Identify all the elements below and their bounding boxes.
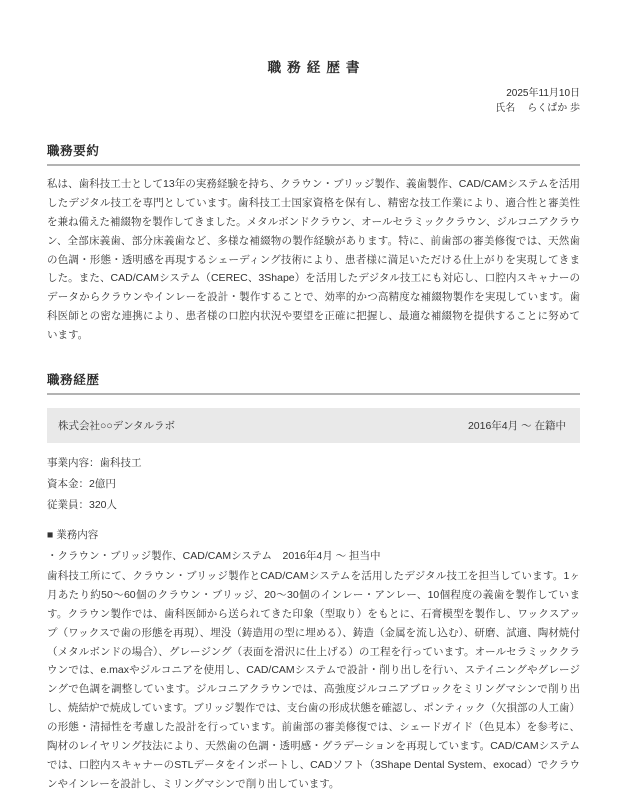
document-meta [47, 86, 580, 116]
history-section [47, 370, 580, 794]
duties-block [47, 527, 580, 794]
company-name: 株式会社○○デンタルラボ [58, 420, 176, 433]
duties-role-line: ・クラウン・ブリッジ製作、CAD/CAMシステム 2016年4月 ～ 担当中 [47, 550, 381, 563]
company-employees-line: 従業員：320人 [47, 499, 118, 512]
document-title: 職務経歴書 [267, 60, 366, 75]
company-business-line: 事業内容：歯科技工 [47, 457, 142, 470]
duties-paragraph: 歯科技工所にて、クラウン・ブリッジ製作とCAD/CAMシステムを活用したデジタル技工を担当しています。1ヶ月あたり約50～60個のクラウン・ブリッジ、20～30個のインレー・アンレー、10個程度の義歯を製作しています。クラウン製作では、歯科医師から送られてきた印象（型取り）をもとに、石膏模型を製作し、ワックスアップ（ワックスで歯の形態を再現）、埋没（鋳造用の型に埋める）、鋳造（金属を流し込む）、研磨、試適、陶材焼付（メタルボンドの場合）、グレージング（表面を滑沢に仕上げる）の工程を行っています。オールセラミッククラウンでは、e.maxやジルコニアを使用し、CAD/CAMシステムで設計・削り出しを行い、ステイニングやグレージングで色調を調整しています。ジルコニアクラウンでは、高強度ジルコニアブロックをミリングマシンで削り出し、焼結炉で焼成しています。ブリッジ製作では、支台歯の形成状態を確認し、ポンティック（欠損部の人工歯）の形態・清掃性を考慮した設計を行っています。前歯部の審美修復では、シェードガイド（色見本）を参考に、陶材のレイヤリング技法により、天然歯の色調・透明感・グラデーションを再現しています。CAD/CAMシステムでは、口腔内スキャナーのSTLデータをインポートし、CADソフト（3Shape Dental System、exocad）でクラウンやインレーを設計し、ミリングマシンで削り出しています。 [47, 570, 580, 790]
company-capital-line: 資本金：2億円 [47, 478, 116, 491]
name-label: 氏名 [495, 103, 516, 114]
document-date: 2025年11月10日 [506, 88, 580, 99]
summary-section [47, 141, 580, 345]
applicant-name-row [47, 101, 580, 116]
history-heading: 職務経歴 [47, 370, 580, 395]
company-bar [47, 408, 580, 443]
summary-heading: 職務要約 [47, 141, 580, 166]
duties-heading: ■ 業務内容 [47, 529, 99, 542]
company-info [47, 453, 580, 516]
summary-paragraph: 私は、歯科技工士として13年の実務経験を持ち、クラウン・ブリッジ製作、義歯製作、CAD/CAMシステムを活用したデジタル技工を専門としています。歯科技工士国家資格を保有し、精密な技工作業により、適合性と審美性を兼ね備えた補綴物を製作してきました。メタルボンドクラウン、オールセラミッククラウン、ジルコニアクラウン、全部床義歯、部分床義歯など、多様な補綴物の製作経験があります。特に、前歯部の審美修復では、天然歯の色調・形態・透明感を再現するシェーディング技術により、患者様に満足いただける仕上がりを実現してきました。また、CAD/CAMシステム（CEREC、3Shape）を活用したデジタル技工にも対応し、口腔内スキャナーのデータからクラウンやインレーを設計・製作することで、効率的かつ高精度な補綴物製作を実現しています。歯科医師との密な連携により、患者様の口腔内状況や要望を正確に把握し、最適な補綴物を提供することに努めています。 [47, 178, 580, 342]
applicant-name: らくぱか 歩 [527, 103, 580, 114]
employment-period: 2016年4月 ～ 在籍中 [467, 420, 566, 433]
